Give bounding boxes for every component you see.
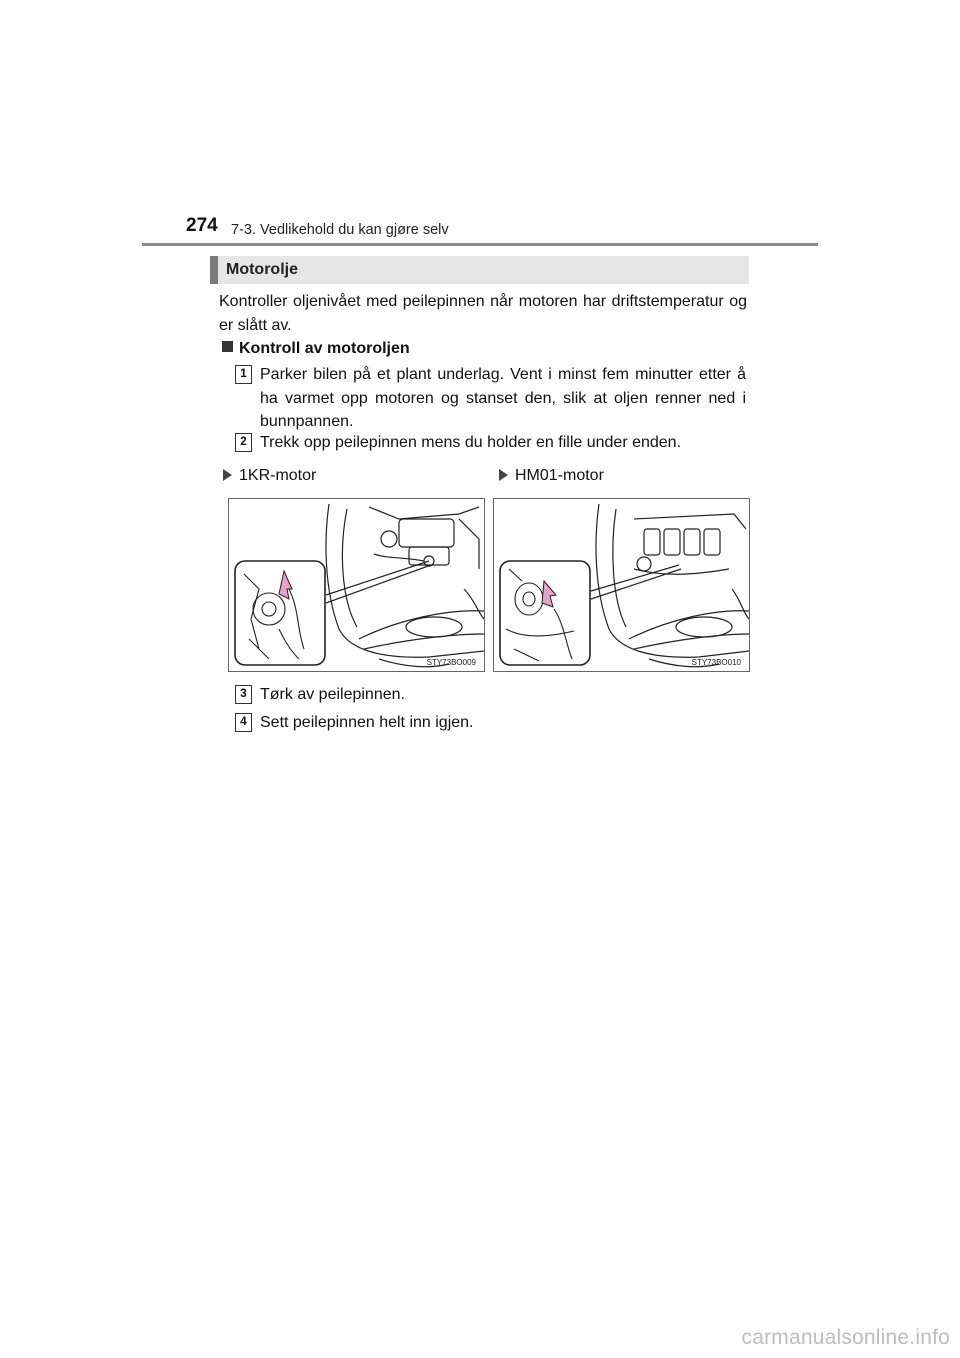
figure-code-1: STY73BO009 — [426, 658, 476, 667]
variant-label-hm01: HM01-motor — [499, 465, 604, 487]
section-heading: Motorolje — [226, 261, 298, 278]
subheading-text: Kontroll av motoroljen — [239, 340, 410, 357]
step-number-4: 4 — [235, 713, 252, 732]
step-number-3: 3 — [235, 685, 252, 704]
engine-illustration-1kr — [229, 499, 484, 671]
section-title: 7-3. Vedlikehold du kan gjøre selv — [231, 222, 449, 238]
figure-hm01-engine — [493, 498, 750, 672]
section-heading-box — [210, 256, 749, 284]
header-rule — [142, 243, 818, 246]
page-number: 274 — [186, 215, 218, 236]
figure-code-2: STY73BO010 — [691, 658, 741, 667]
step-2-text: Trekk opp peilepinnen mens du holder en fille under enden. — [260, 434, 682, 451]
square-bullet-icon — [222, 341, 233, 352]
step-number-2: 2 — [235, 433, 252, 452]
triangle-bullet-icon — [223, 469, 232, 481]
step-1-text: Parker bilen på et plant underlag. Vent i minst fem minutter etter å ha varmet opp motoren og stanset den, slik at oljen renner ned i bunnpannen. — [260, 366, 746, 430]
intro-paragraph: Kontroller oljenivået med peilepinnen når motoren har driftstemperatur og er slått av. — [219, 293, 747, 334]
variant-label-1kr: 1KR-motor — [223, 465, 316, 487]
figure-1kr-engine — [228, 498, 485, 672]
step-4-text: Sett peilepinnen helt inn igjen. — [260, 714, 474, 731]
step-number-1: 1 — [235, 365, 252, 384]
triangle-bullet-icon — [499, 469, 508, 481]
engine-illustration-hm01 — [494, 499, 749, 671]
watermark: carmanualsonline.info — [741, 1326, 950, 1349]
subheading — [222, 337, 410, 361]
step-3-text: Tørk av peilepinnen. — [260, 686, 405, 703]
